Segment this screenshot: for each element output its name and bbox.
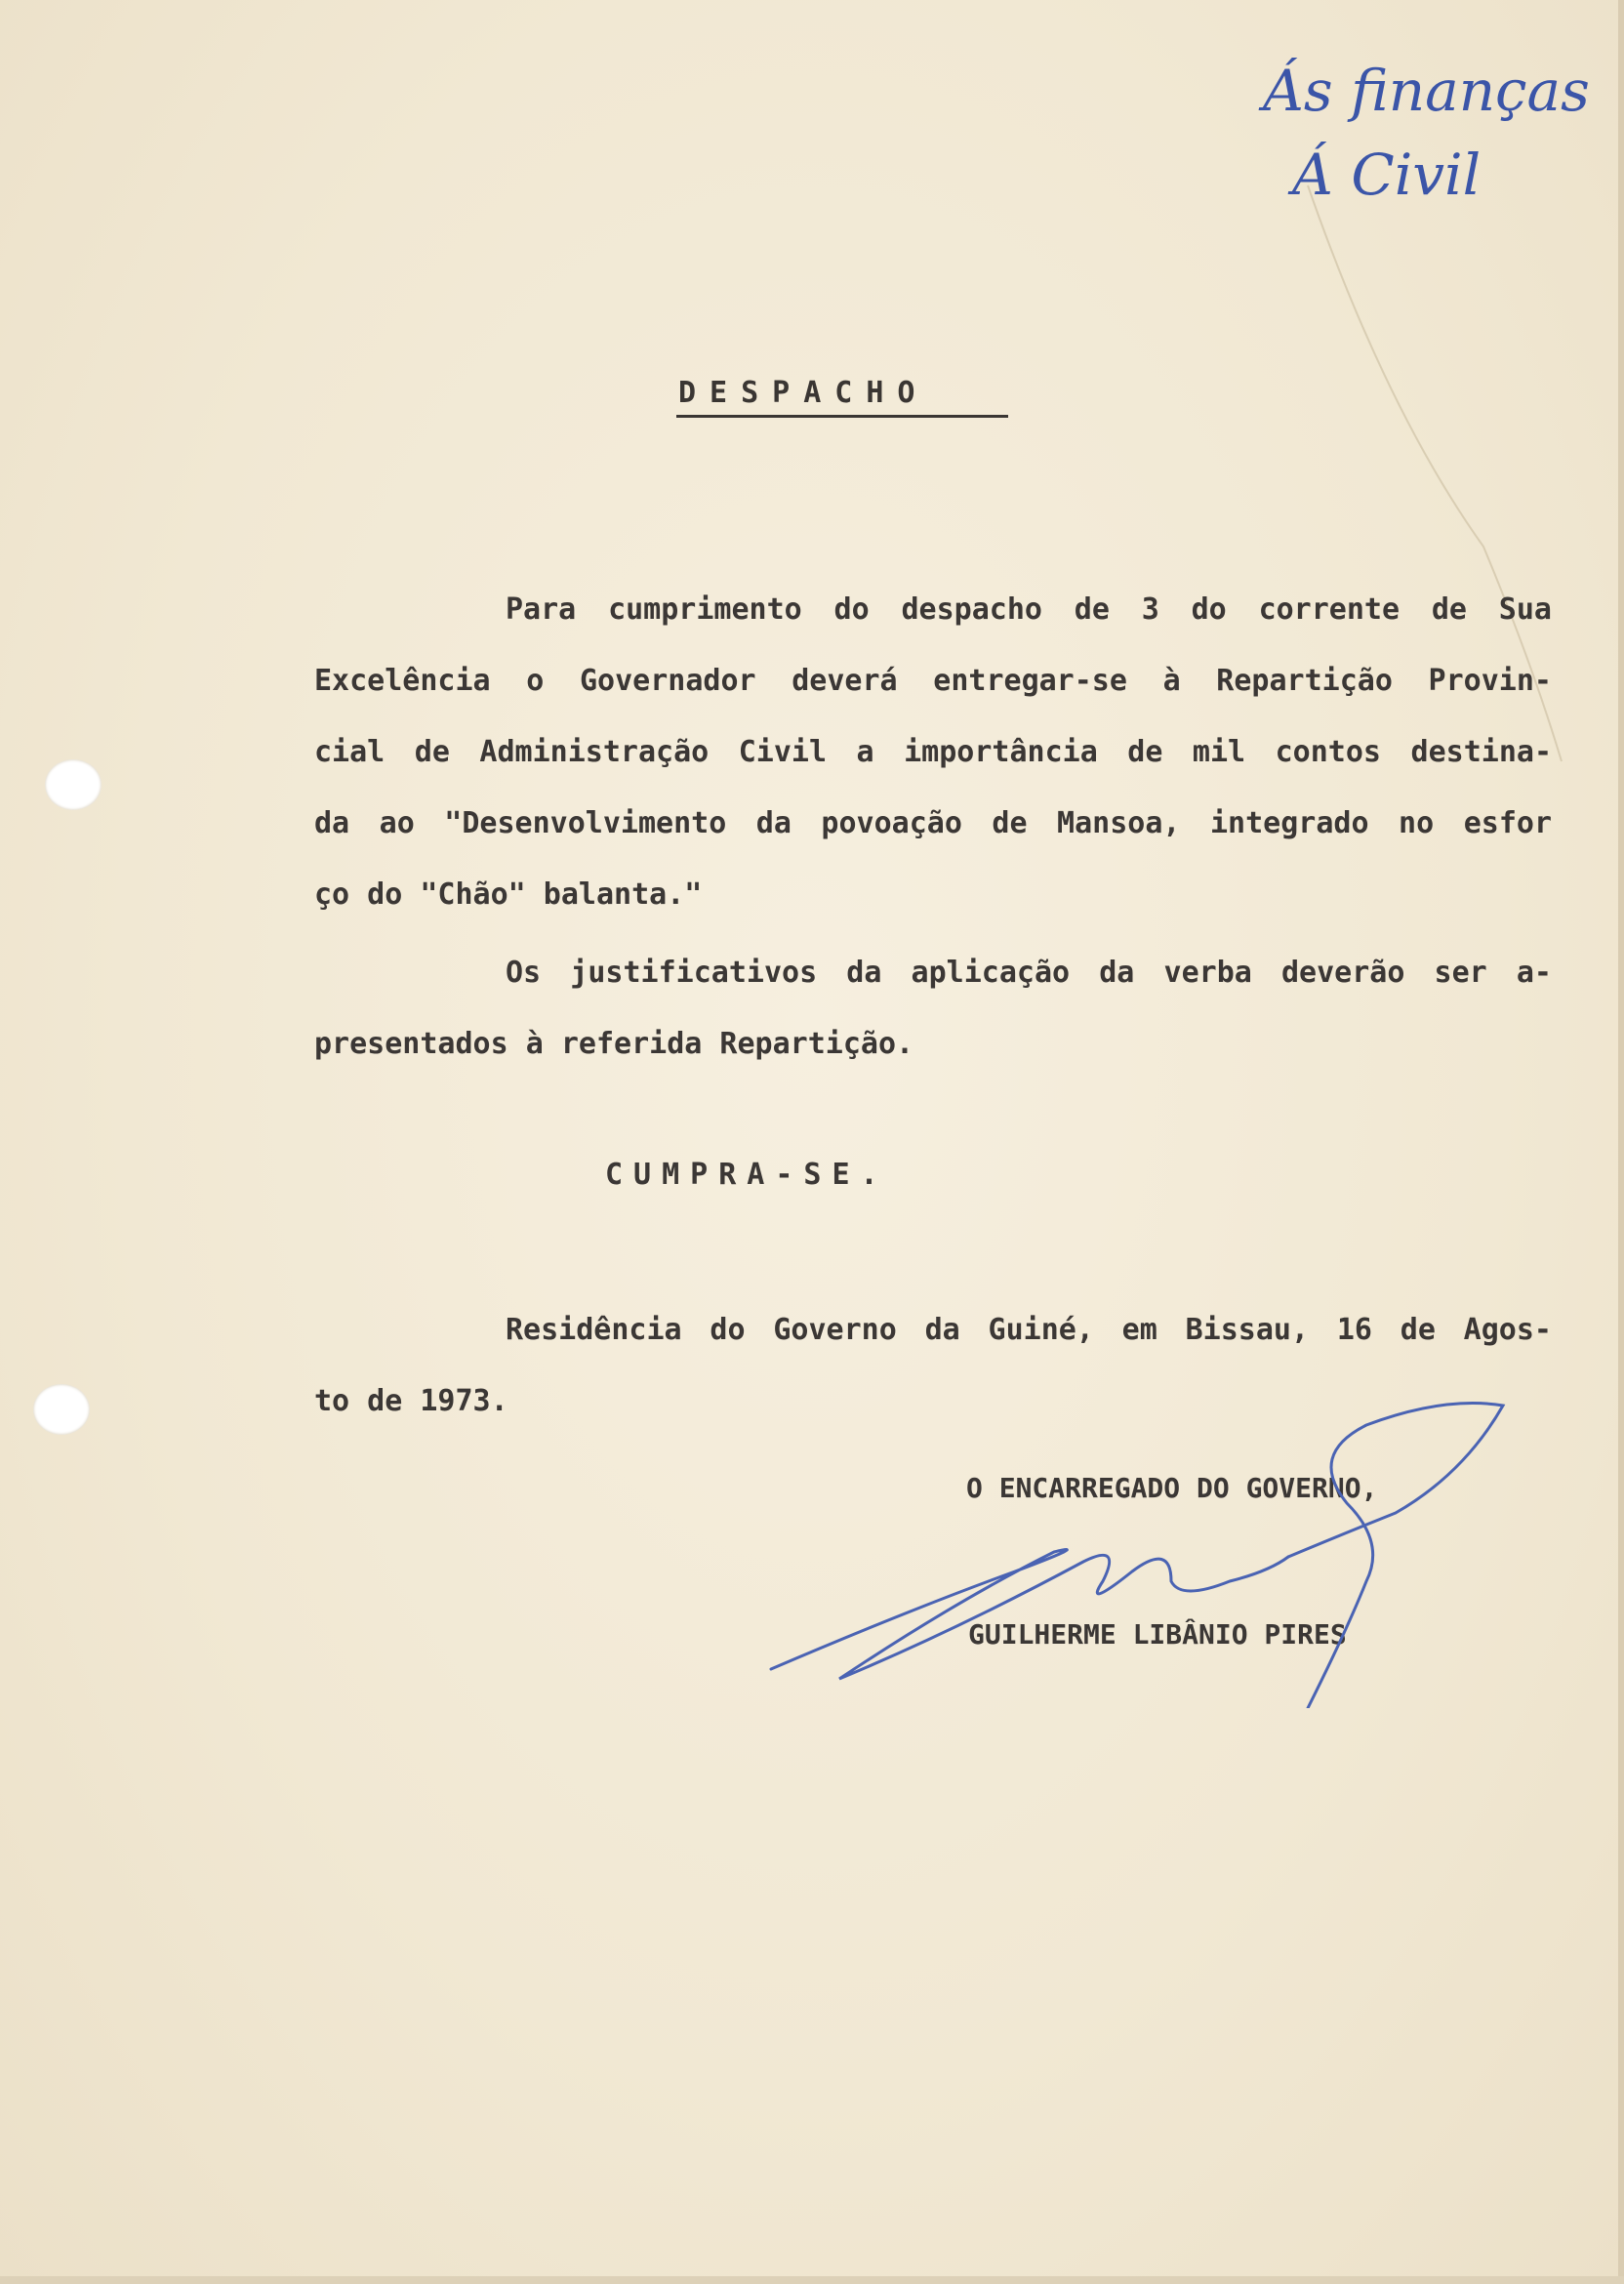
closing-directive: CUMPRA-SE.	[605, 1158, 889, 1192]
handwritten-note-line-1: Ás finanças	[1263, 58, 1590, 124]
document-title: DESPACHO	[678, 376, 929, 410]
paper-edge-bottom	[0, 2276, 1624, 2284]
punch-hole-bottom	[33, 1384, 90, 1435]
punch-hole-top	[45, 759, 102, 810]
paragraph-2-line: Os justificativos da aplicação da verba deverão ser a-	[506, 956, 1552, 990]
paragraph-1-line: ço do "Chão" balanta."	[314, 877, 703, 912]
signature-name: GUILHERME LIBÂNIO PIRES	[968, 1618, 1347, 1651]
handwritten-signature	[761, 1386, 1522, 1708]
paper-edge-right	[1618, 0, 1624, 2284]
title-underline	[676, 415, 1008, 418]
signature-title: O ENCARREGADO DO GOVERNO,	[966, 1472, 1378, 1504]
paragraph-1-line: Excelência o Governador deverá entregar-se à Repartição Provin-	[314, 664, 1552, 698]
handwritten-note	[1263, 49, 1590, 215]
paragraph-3-line: Residência do Governo da Guiné, em Bissau, 16 de Agos-	[506, 1313, 1552, 1347]
paragraph-1-line: da ao "Desenvolvimento da povoação de Mansoa, integrado no esfor	[314, 806, 1552, 840]
paragraph-1-line: Para cumprimento do despacho de 3 do corrente de Sua	[506, 592, 1552, 627]
paragraph-1	[314, 574, 1552, 930]
paragraph-2	[314, 937, 1552, 1080]
handwritten-note-line-2: Á Civil	[1292, 142, 1482, 208]
paragraph-1-line: cial de Administração Civil a importância de mil contos destina-	[314, 735, 1552, 769]
paragraph-2-line: presentados à referida Repartição.	[314, 1027, 914, 1061]
paragraph-3-line: to de 1973.	[314, 1384, 508, 1418]
